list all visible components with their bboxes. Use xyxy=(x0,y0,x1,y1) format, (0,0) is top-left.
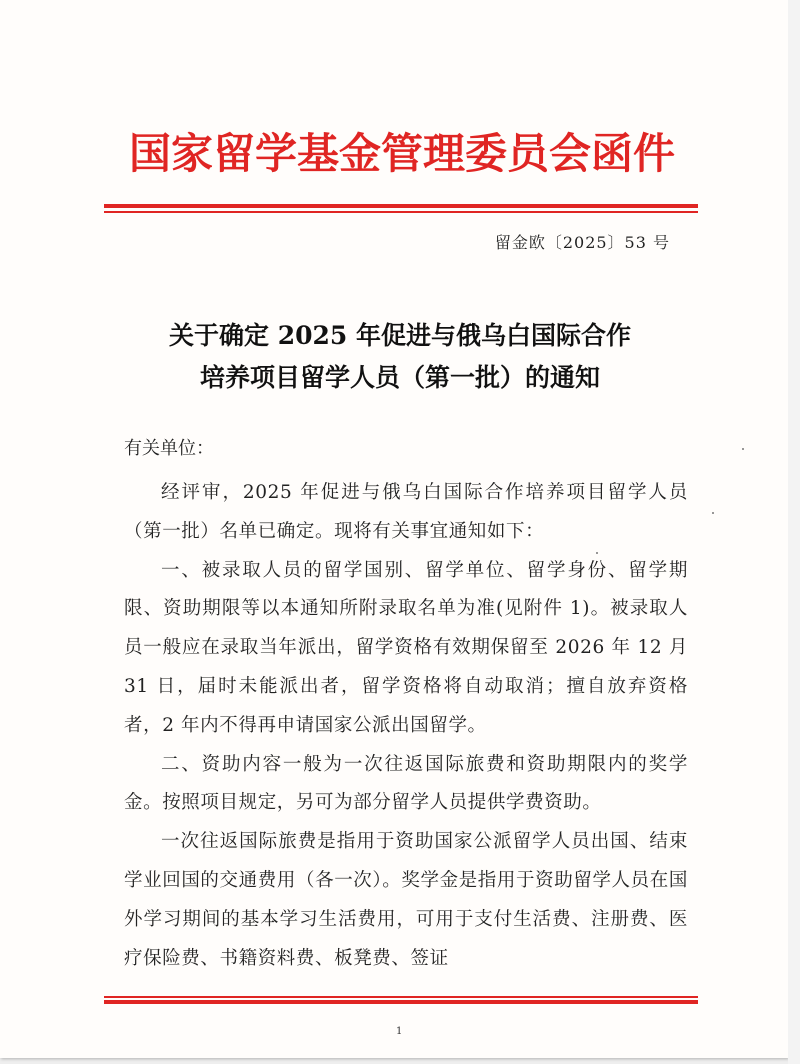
letterhead-title: 国家留学基金管理委员会函件 xyxy=(128,129,675,178)
letterhead-rule-thick xyxy=(104,204,698,208)
notice-title-line-1: 关于确定 2025 年促进与俄乌白国际合作 xyxy=(169,321,631,350)
scan-speck xyxy=(712,512,714,514)
salutation: 有关单位： xyxy=(124,438,214,459)
body-paragraph: 经评审，2025 年促进与俄乌白国际合作培养项目留学人员（第一批）名单已确定。现将有关事宜通知如下： xyxy=(124,482,688,542)
scan-speck xyxy=(742,448,744,450)
page-number: 1 xyxy=(396,1026,403,1037)
body-paragraph: 二、资助内容一般为一次往返国际旅费和资助期限内的奖学金。按照项目规定，另可为部分留学人员提供学费资助。 xyxy=(124,753,688,814)
body-paragraph: 一次往返国际旅费是指用于资助国家公派留学人员出国、结束学业回国的交通费用（各一次）。奖学金是指用于资助留学人员在国外学习期间的基本学习生活费用，可用于支付生活费、注册费、医疗保险费、书籍资料费、板凳费、签证 xyxy=(124,831,688,969)
body-paragraph: 一、被录取人员的留学国别、留学单位、留学身份、留学期限、资助期限等以本通知所附录取名单为准(见附件 1)。被录取人员一般应在录取当年派出，留学资格有效期保留至 2026 年 12 月 31 日，届时未能派出者，留学资格将自动取消；擅自放弃资格者，2 年内不得再申请国家公派出国留学。 xyxy=(124,559,688,736)
footer-rule-thin xyxy=(104,996,698,998)
scan-speck xyxy=(596,552,598,554)
document-number: 留金欧〔2025〕53 号 xyxy=(494,233,670,252)
notice-title-line-2: 培养项目留学人员（第一批）的通知 xyxy=(199,363,600,392)
letterhead-rule-thin xyxy=(104,211,698,213)
viewer-gutter xyxy=(788,0,800,1064)
footer-rule-thick xyxy=(104,1000,698,1004)
notice-body xyxy=(124,474,688,978)
